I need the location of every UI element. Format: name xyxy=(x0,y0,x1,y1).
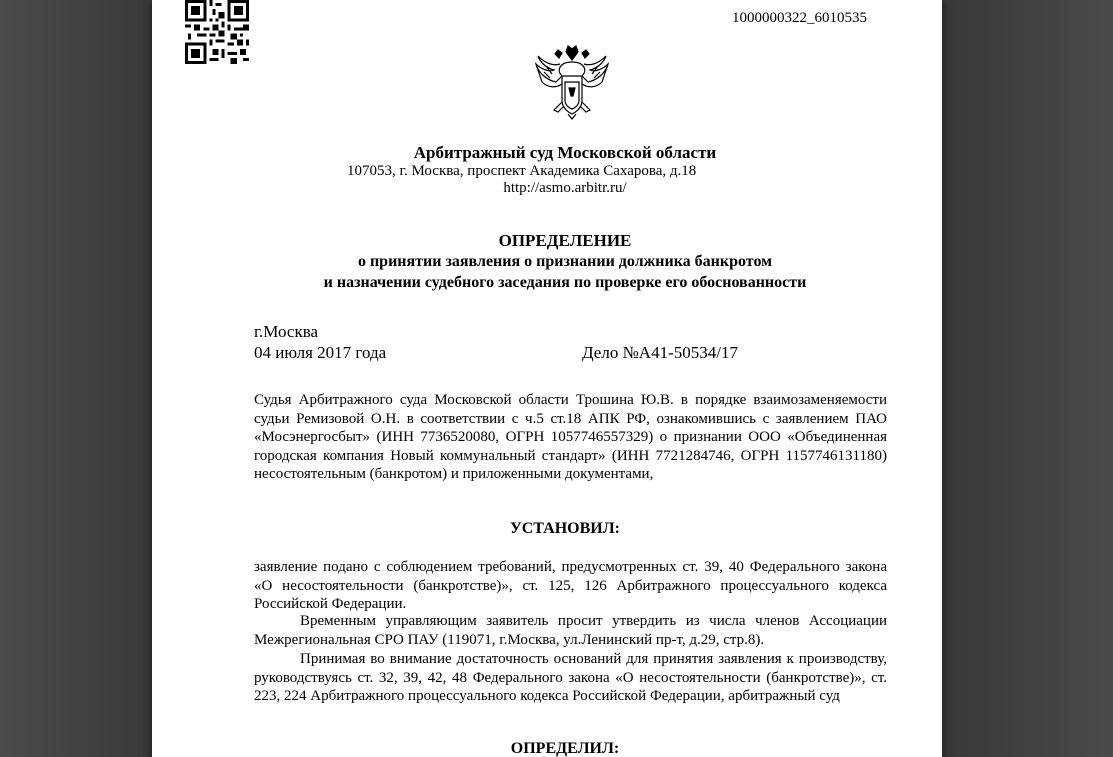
document-title: ОПРЕДЕЛЕНИЕ xyxy=(498,231,632,250)
document-page xyxy=(152,0,942,757)
court-name: Арбитражный суд Московской области xyxy=(413,143,717,162)
document-subtitle-line1: о принятии заявления о признании должника банкротом xyxy=(357,253,773,270)
russian-coat-of-arms-icon xyxy=(532,42,612,120)
document-subtitle-line2: и назначении судебного заседания по проверке его обоснованности xyxy=(323,274,807,291)
paragraph-filing: заявление подано с соблюдением требований, предусмотренных ст. 39, 40 Федерального закона «О несостоятельности (банкротстве)», ст. 125, 126 Арбитражного процессуального кодекса Российской Федерации. xyxy=(254,559,887,612)
paragraph-manager: Временным управляющим заявитель просит утвердить из числа членов Ассоциации Межрегиональная СРО ПАУ (119071, г.Москва, ул.Ленинский пр-т, д.29, стр.8). xyxy=(254,613,887,648)
city: г.Москва xyxy=(254,322,319,341)
heading-determined: ОПРЕДЕЛИЛ: xyxy=(510,740,620,757)
court-address: 107053, г. Москва, проспект Академика Сахарова, д.18 xyxy=(347,163,697,179)
court-website[interactable]: http://asmo.arbitr.ru/ xyxy=(503,180,627,196)
case-number: Дело №А41-50534/17 xyxy=(582,343,738,362)
heading-established: УСТАНОВИЛ: xyxy=(510,520,620,537)
document-id: 1000000322_6010535 xyxy=(732,10,867,26)
intro-paragraph: Судья Арбитражного суда Московской области Трошина Ю.В. в порядке взаимозаменяемости судьи Ремизовой О.Н. в соответствии с ч.5 ст.18 АПК РФ, ознакомившись с заявлением ПАО «Мосэнергосбыт» (ИНН 7736520080, ОГРН 1057746557329) о признании ООО «Объединенная городская компания Новый коммунальный стандарт» (ИНН 7721284746, ОГРН 1157746131180) несостоятельным (банкротом) и приложенными документами, xyxy=(254,392,887,482)
qr-code-icon xyxy=(182,0,252,64)
paragraph-grounds: Принимая во внимание достаточность оснований для принятия заявления к производству, руководствуясь ст. 32, 39, 42, 48 Федерального закона «О несостоятельности (банкротстве)», ст. 223, 224 Арбитражного процессуального кодекса Российской Федерации, арбитражный суд xyxy=(254,651,887,704)
document-date: 04 июля 2017 года xyxy=(254,343,387,362)
